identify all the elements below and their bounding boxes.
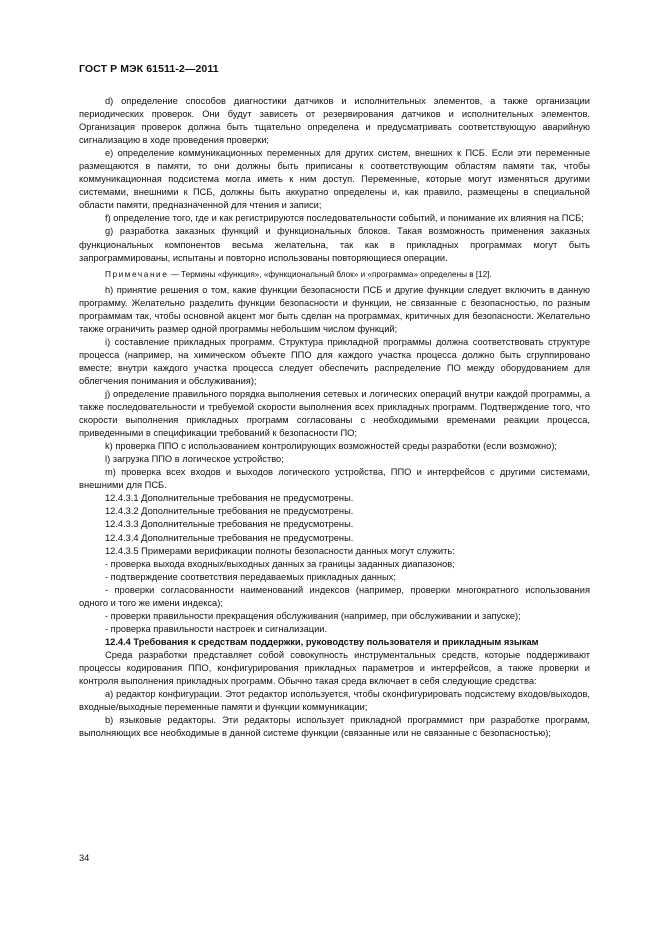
section-heading: 12.4.4 Требования к средствам поддержки, руководству пользователя и прикладным языкам [105, 636, 539, 647]
list-item-h: h) принятие решения о том, какие функции безопасности ПСБ и другие функции следует включить в данную программу. Желательно разделить функции безопасности и функции, не связанные с безопасностью, по разным программам так, чтобы основной акцент мог быть сделан на программах, критичных для безопасности. Желательно также ограничить размер одной программы небольшим числом функций; [79, 284, 590, 334]
note-text: — Термины «функция», «функциональный блок» и «программа» определены в [12]. [168, 269, 492, 279]
list-item-b: b) языковые редакторы. Эти редакторы использует прикладной программист при разработке программ, выполняющих все необходимые в данной системе функции (связанные или не связанные с безопасностью); [79, 715, 590, 739]
list-item-j: j) определение правильного порядка выполнения сетевых и логических операций внутри каждой программы, а также последовательности и требуемой скорости выполнения всех прикладных программ. Подтверждение того, что скорости выполнения прикладных программ согласованы с необходимыми временами реакции процесса, приведенными в спецификации требований к безопасности ПО; [79, 388, 590, 439]
list-item-g: g) разработка заказных функций и функциональных блоков. Такая возможность применения заказных функциональных компонентов весьма желательна, так как в прикладных программах могут быть запрограммированы, испытаны и повторно использованы повторяющиеся операции. [79, 226, 590, 263]
paragraph: Среда разработки представляет собой совокупность инструментальных средств, которые поддерживают процессы кодирования ППО, конфигурирования прикладных параметров и интерфейсов, а также проверки и контроля выполнения прикладных программ. Обычно такая среда включает в себя следующие средства: [79, 649, 590, 687]
list-item-d: d) определение способов диагностики датчиков и исполнительных элементов, а также организации периодических проверок. Они будут зависеть от резервирования датчиков и исполнительных элементов. Организация проверок должна быть тщательно определена и предусматривать соответствующую аварийную сигнализацию в ходе проведения проверки; [79, 96, 590, 146]
clause-12-4-3-3: 12.4.3.3 Дополнительные требования не предусмотрены. [105, 519, 354, 530]
clause-12-4-3-5: 12.4.3.5 Примерами верификации полноты безопасности данных могут служить: [105, 545, 455, 556]
list-item-f: f) определение того, где и как регистрируются последовательности событий, и понимание их влияния на ПСБ; [105, 213, 584, 224]
clause-12-4-3-1: 12.4.3.1 Дополнительные требования не предусмотрены. [105, 493, 354, 504]
bullet-item: - проверка правильности настроек и сигнализации. [105, 623, 328, 634]
bullet-item: - проверка выхода входных/выходных данных за границы заданных диапазонов; [105, 558, 455, 569]
page-number: 34 [79, 853, 90, 863]
list-item-a: a) редактор конфигурации. Этот редактор используется, чтобы сконфигурировать подсистему входов/выходов, входные/выходные переменные памяти и функции коммуникации; [79, 689, 590, 713]
bullet-item: - подтверждение соответствия передаваемых прикладных данных; [105, 571, 396, 582]
document-body [79, 95, 590, 740]
bullet-item: - проверки правильности прекращения обслуживания (например, при обслуживании и запуске); [105, 610, 521, 621]
list-item-k: k) проверка ППО с использованием контролирующих возможностей среды разработки (если возможно); [105, 441, 558, 452]
clause-12-4-3-4: 12.4.3.4 Дополнительные требования не предусмотрены. [105, 532, 354, 543]
bullet-item: - проверки согласованности наименований индексов (например, проверки многократного использования одного и того же имени индекса); [79, 584, 590, 608]
list-item-m: m) проверка всех входов и выходов логического устройства, ППО и интерфейсов с другими системами, внешними для ПСБ. [79, 467, 590, 491]
note-label: Примечание [105, 269, 169, 279]
list-item-i: i) составление прикладных программ. Структура прикладной программы должна соответствовать структуре процесса (например, на химическом объекте ППО для каждого участка процесса должно быть сгруппировано вместе; внутри каждого участка процесса следует обеспечить распределение ПО между оборудованием для облегчения понимания и обслуживания); [79, 336, 590, 386]
clause-12-4-3-2: 12.4.3.2 Дополнительные требования не предусмотрены. [105, 506, 354, 517]
list-item-e: e) определение коммуникационных переменных для других систем, внешних к ПСБ. Если эти переменные размещаются в памяти, то они должны быть приписаны к соответствующим областям памяти так, чтобы коммуникационная подсистема могла иметь к ним доступ. Переменные, которые могут изменяться другими системами, внешними к ПСБ, должны быть аккуратно определены и, как правило, размещены в специальной области памяти, предназначенной для чтения и записи; [79, 148, 590, 211]
document-header: ГОСТ Р МЭК 61511-2—2011 [79, 63, 219, 75]
note [79, 268, 590, 281]
list-item-l: l) загрузка ППО в логическое устройство; [105, 454, 284, 465]
